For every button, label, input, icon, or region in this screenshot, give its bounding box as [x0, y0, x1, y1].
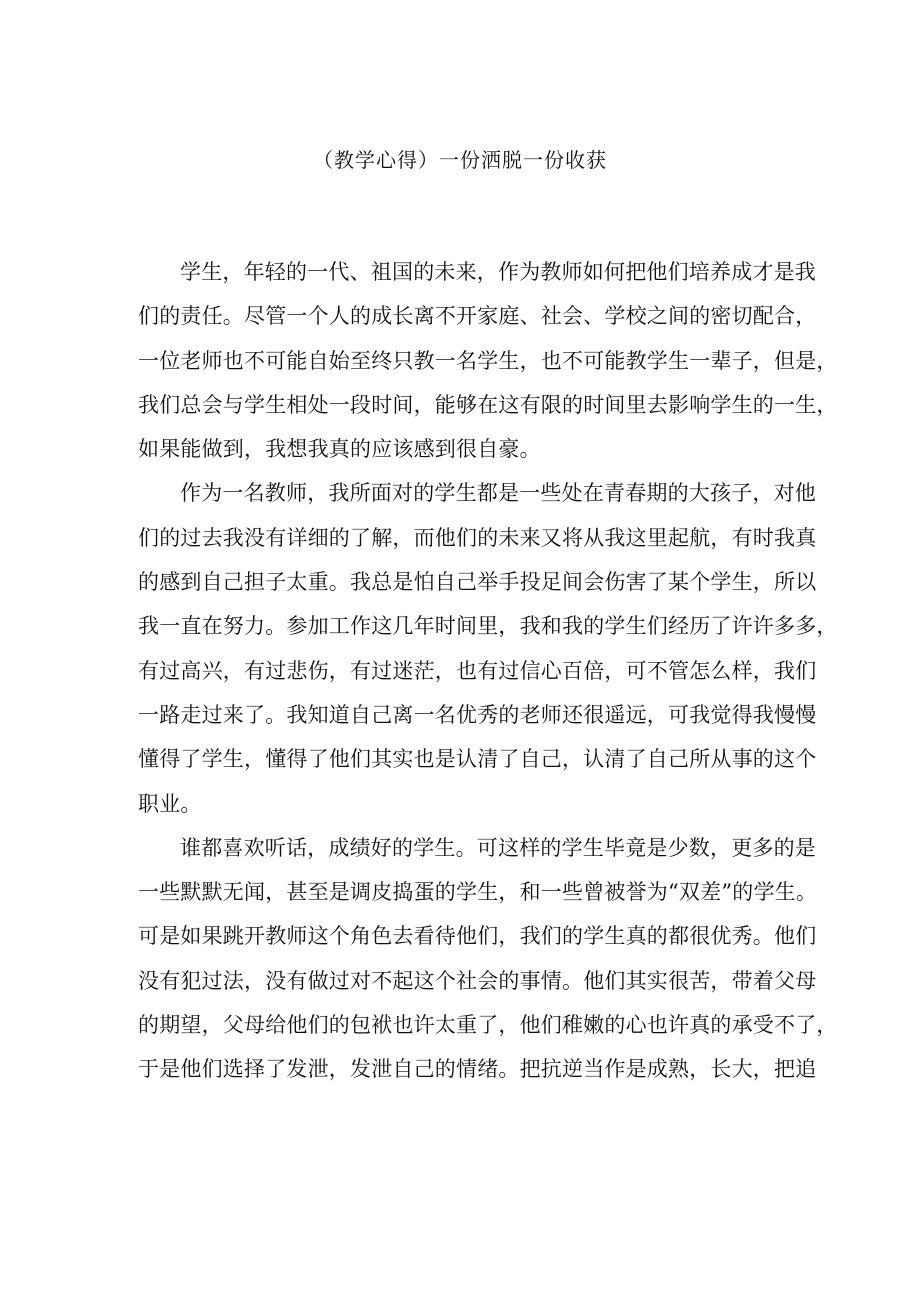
paragraph-line: 一位老师也不可能自始至终只教一名学生，也不可能教学生一辈子，但是， [138, 348, 838, 373]
paragraph-line: 学生，年轻的一代、祖国的未来，作为教师如何把他们培养成才是我 [180, 260, 816, 284]
paragraph-line: 没有犯过法，没有做过对不起这个社会的事情。他们其实很苦，带着父母 [138, 968, 817, 993]
paragraph-3 [138, 833, 838, 1099]
paragraph-line: 有过高兴，有过悲伤，有过迷茫，也有过信心百倍，可不管怎么样，我们 [138, 658, 817, 683]
paragraph-1 [138, 257, 838, 478]
paragraph-line: 一路走过来了。我知道自己离一名优秀的老师还很遥远，可我觉得我慢慢 [138, 702, 817, 727]
paragraph-line: 如果能做到，我想我真的应该感到很自豪。 [138, 437, 541, 462]
paragraph-line: 一些默默无闻，甚至是调皮捣蛋的学生，和一些曾被誉为“双差”的学生。 [138, 880, 818, 905]
paragraph-line: 可是如果跳开教师这个角色去看待他们，我们的学生真的都很优秀。他们 [138, 924, 817, 949]
paragraph-line: 职业。 [138, 791, 202, 816]
paragraph-line: 懂得了学生，懂得了他们其实也是认清了自己，认清了自己所从事的这个 [138, 747, 817, 772]
paragraph-line: 于是他们选择了发泄，发泄自己的情绪。把抗逆当作是成熟，长大，把追 [138, 1057, 817, 1082]
document-body [138, 257, 838, 1099]
paragraph-line: 们的责任。尽管一个人的成长离不开家庭、社会、学校之间的密切配合， [138, 304, 817, 329]
paragraph-2 [138, 478, 838, 832]
paragraph-line: 的感到自己担子太重。我总是怕自己举手投足间会伤害了某个学生，所以 [138, 570, 817, 595]
paragraph-line: 们的过去我没有详细的了解，而他们的未来又将从我这里起航，有时我真 [138, 525, 817, 550]
document-title: （教学心得）一份洒脱一份收获 [313, 148, 607, 172]
paragraph-line: 作为一名教师，我所面对的学生都是一些处在青春期的大孩子，对他 [180, 481, 816, 506]
paragraph-line: 我们总会与学生相处一段时间，能够在这有限的时间里去影响学生的一生， [138, 392, 838, 417]
paragraph-line: 我一直在努力。参加工作这几年时间里，我和我的学生们经历了许许多多， [138, 614, 838, 639]
paragraph-line: 的期望，父母给他们的包袱也许太重了，他们稚嫩的心也许真的承受不了， [138, 1013, 838, 1038]
paragraph-line: 谁都喜欢听话，成绩好的学生。可这样的学生毕竟是少数，更多的是 [180, 835, 816, 860]
